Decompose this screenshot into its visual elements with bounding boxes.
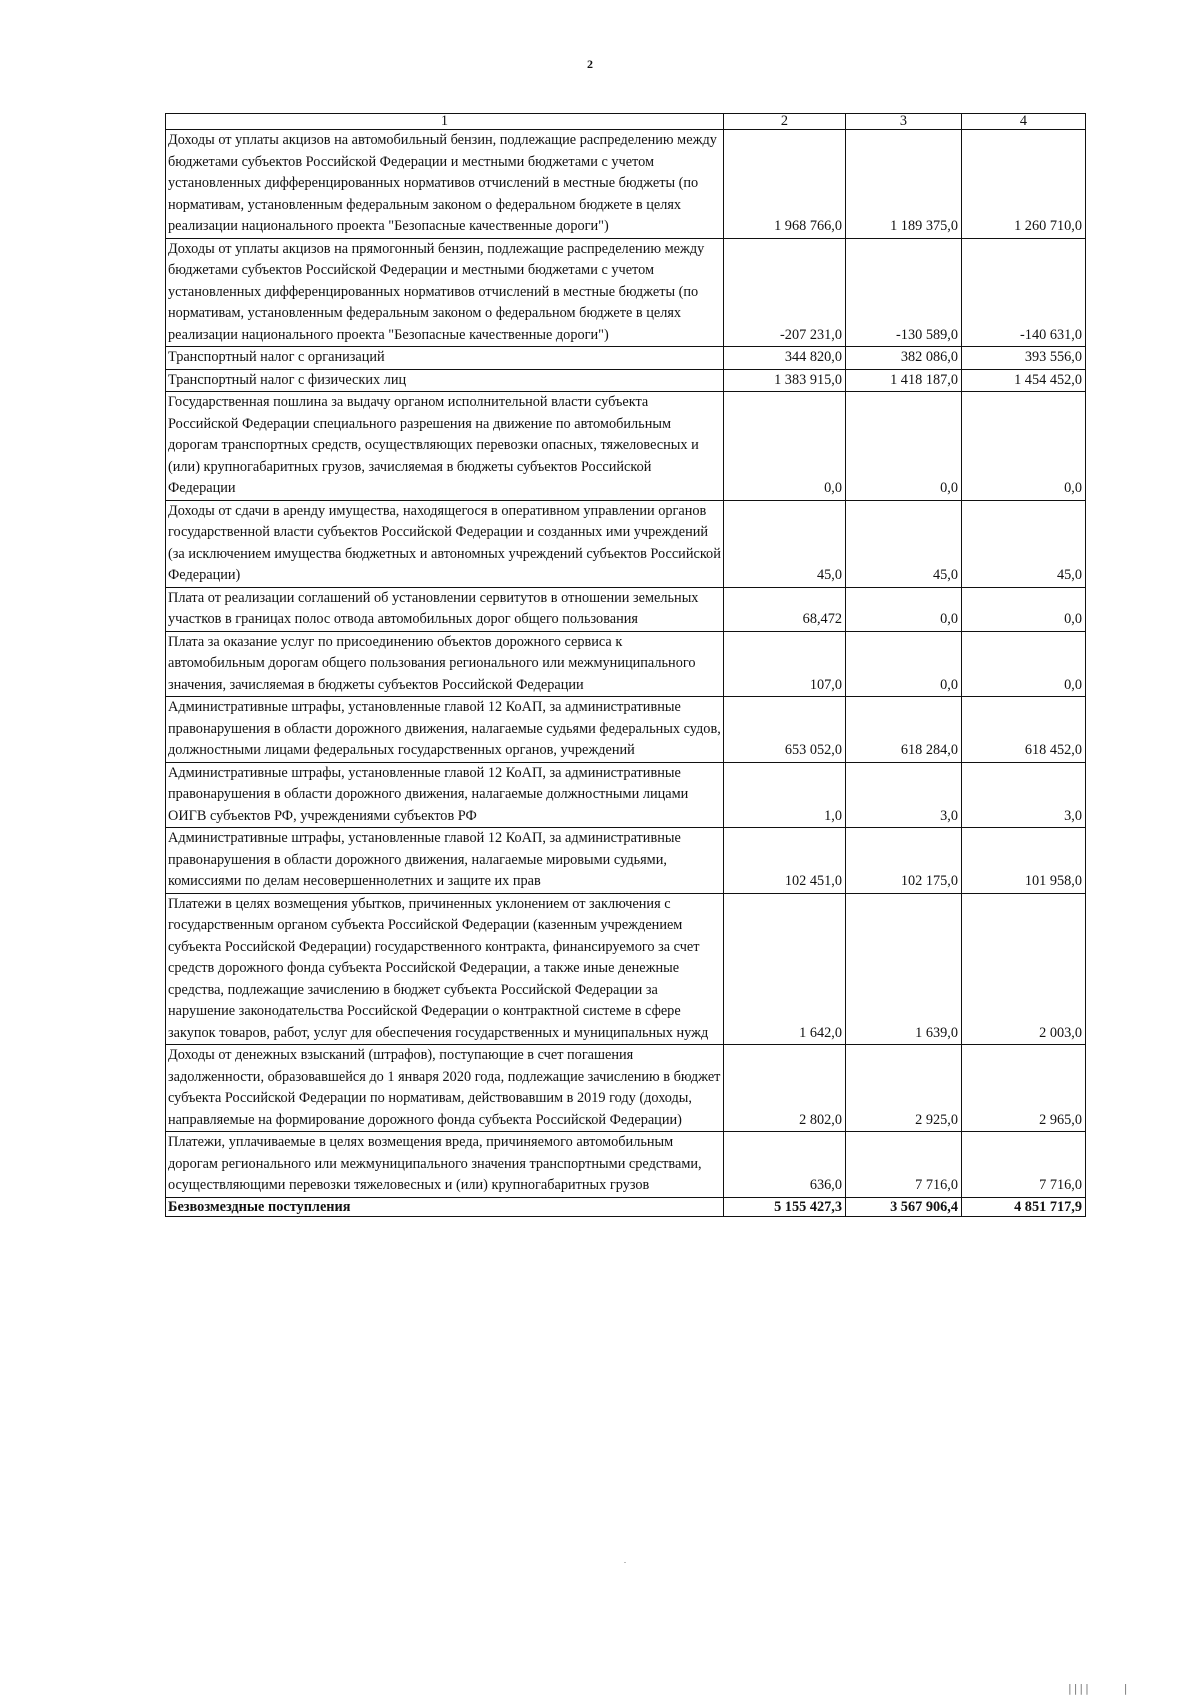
value-col-4: 2 965,0 (962, 1045, 1086, 1132)
row-description: Плата за оказание услуг по присоединению объектов дорожного сервиса к автомобильным дорогам общего пользования регионального или межмуниципального значения, зачисляемая в бюджеты субъектов Российской Федерации (166, 631, 724, 697)
value-col-2: 636,0 (724, 1132, 846, 1198)
page-number: 2 (587, 57, 593, 71)
value-col-4: 101 958,0 (962, 828, 1086, 894)
scan-artifact (624, 1562, 626, 1563)
value-col-3: 1 189 375,0 (846, 130, 962, 239)
value-col-4: 0,0 (962, 587, 1086, 631)
table-row (166, 1132, 1086, 1198)
table-row (166, 130, 1086, 239)
scan-edge-marks: |||| | (1068, 1682, 1130, 1695)
value-col-4: -140 631,0 (962, 238, 1086, 347)
value-col-2: 45,0 (724, 500, 846, 587)
value-col-2: 1 642,0 (724, 893, 846, 1045)
table-row (166, 238, 1086, 347)
total-row (166, 1197, 1086, 1216)
row-description: Доходы от уплаты акцизов на прямогонный бензин, подлежащие распределению между бюджетами субъектов Российской Федерации и местными бюджетами с учетом установленных дифференцированных нормативов отчислений в местные бюджеты (по нормативам, установленным федеральным законом о федеральном бюджете в целях реализации национального проекта "Безопасные качественные дороги") (166, 238, 724, 347)
value-col-3: 618 284,0 (846, 697, 962, 763)
row-description: Административные штрафы, установленные главой 12 КоАП, за административные правонарушения в области дорожного движения, налагаемые мировыми судьями, комиссиями по делам несовершеннолетних и защите их прав (166, 828, 724, 894)
table-header-row (166, 114, 1086, 130)
row-description: Транспортный налог с физических лиц (166, 369, 724, 392)
value-col-3: 0,0 (846, 631, 962, 697)
value-col-2: 2 802,0 (724, 1045, 846, 1132)
value-col-3: 382 086,0 (846, 347, 962, 370)
table-row (166, 347, 1086, 370)
value-col-3: 1 639,0 (846, 893, 962, 1045)
value-col-2: 107,0 (724, 631, 846, 697)
table-row (166, 697, 1086, 763)
value-col-3: 45,0 (846, 500, 962, 587)
row-description: Платежи в целях возмещения убытков, причиненных уклонением от заключения с государственным органом субъекта Российской Федерации (казенным учреждением субъекта Российской Федерации) государственного контракта, финансируемого за счет средств дорожного фонда субъекта Российской Федерации, а также иные денежные средства, подлежащие зачислению в бюджет субъекта Российской Федерации за нарушение законодательства Российской Федерации о контрактной системе в сфере закупок товаров, работ, услуг для обеспечения государственных и муниципальных нужд (166, 893, 724, 1045)
value-col-2: 1 968 766,0 (724, 130, 846, 239)
value-col-4: 0,0 (962, 392, 1086, 501)
value-col-4: 4 851 717,9 (962, 1197, 1086, 1216)
value-col-3: 1 418 187,0 (846, 369, 962, 392)
value-col-2: 1 383 915,0 (724, 369, 846, 392)
value-col-3: 3,0 (846, 762, 962, 828)
value-col-4: 3,0 (962, 762, 1086, 828)
value-col-4: 45,0 (962, 500, 1086, 587)
value-col-2: 102 451,0 (724, 828, 846, 894)
value-col-4: 7 716,0 (962, 1132, 1086, 1198)
table-row (166, 762, 1086, 828)
row-description: Доходы от денежных взысканий (штрафов), поступающие в счет погашения задолженности, образовавшейся до 1 января 2020 года, подлежащие зачислению в бюджет субъекта Российской Федерации по нормативам, действовавшим в 2019 году (доходы, направляемые на формирование дорожного фонда субъекта Российской Федерации) (166, 1045, 724, 1132)
value-col-2: 344 820,0 (724, 347, 846, 370)
row-description: Доходы от сдачи в аренду имущества, находящегося в оперативном управлении органов государственной власти субъектов Российской Федерации и созданных ими учреждений (за исключением имущества бюджетных и автономных учреждений субъектов Российской Федерации) (166, 500, 724, 587)
value-col-4: 2 003,0 (962, 893, 1086, 1045)
row-description: Доходы от уплаты акцизов на автомобильный бензин, подлежащие распределению между бюджетами субъектов Российской Федерации и местными бюджетами с учетом установленных дифференцированных нормативов отчислений в местные бюджеты (по нормативам, установленным федеральным законом о федеральном бюджете в целях реализации национального проекта "Безопасные качественные дороги") (166, 130, 724, 239)
value-col-4: 618 452,0 (962, 697, 1086, 763)
row-description: Административные штрафы, установленные главой 12 КоАП, за административные правонарушения в области дорожного движения, налагаемые судьями федеральных судов, должностными лицами федеральных государственных органов, учреждений (166, 697, 724, 763)
table-row (166, 893, 1086, 1045)
row-description: Транспортный налог с организаций (166, 347, 724, 370)
value-col-3: 2 925,0 (846, 1045, 962, 1132)
row-description: Плата от реализации соглашений об установлении сервитутов в отношении земельных участков в границах полос отвода автомобильных дорог общего пользования (166, 587, 724, 631)
value-col-4: 0,0 (962, 631, 1086, 697)
value-col-3: 0,0 (846, 392, 962, 501)
column-header-1: 1 (166, 114, 724, 130)
table-row (166, 631, 1086, 697)
table-row (166, 369, 1086, 392)
table-row (166, 828, 1086, 894)
value-col-4: 1 260 710,0 (962, 130, 1086, 239)
table-row (166, 392, 1086, 501)
row-description: Безвозмездные поступления (166, 1197, 724, 1216)
table-row (166, 1045, 1086, 1132)
table-row (166, 587, 1086, 631)
column-header-4: 4 (962, 114, 1086, 130)
value-col-4: 393 556,0 (962, 347, 1086, 370)
value-col-3: 3 567 906,4 (846, 1197, 962, 1216)
table-row (166, 500, 1086, 587)
value-col-2: 5 155 427,3 (724, 1197, 846, 1216)
value-col-2: 1,0 (724, 762, 846, 828)
column-header-2: 2 (724, 114, 846, 130)
value-col-3: 0,0 (846, 587, 962, 631)
value-col-2: 68,472 (724, 587, 846, 631)
row-description: Административные штрафы, установленные главой 12 КоАП, за административные правонарушения в области дорожного движения, налагаемые должностными лицами ОИГВ субъектов РФ, учреждениями субъектов РФ (166, 762, 724, 828)
value-col-3: -130 589,0 (846, 238, 962, 347)
value-col-3: 102 175,0 (846, 828, 962, 894)
value-col-2: 0,0 (724, 392, 846, 501)
value-col-3: 7 716,0 (846, 1132, 962, 1198)
value-col-2: -207 231,0 (724, 238, 846, 347)
value-col-2: 653 052,0 (724, 697, 846, 763)
row-description: Государственная пошлина за выдачу органом исполнительной власти субъекта Российской Федерации специального разрешения на движение по автомобильным дорогам транспортных средств, осуществляющих перевозки опасных, тяжеловесных и (или) крупногабаритных грузов, зачисляемая в бюджеты субъектов Российской Федерации (166, 392, 724, 501)
row-description: Платежи, уплачиваемые в целях возмещения вреда, причиняемого автомобильным дорогам регионального или межмуниципального значения транспортными средствами, осуществляющими перевозки тяжеловесных и (или) крупногабаритных грузов (166, 1132, 724, 1198)
budget-revenue-table (165, 113, 1086, 1217)
column-header-3: 3 (846, 114, 962, 130)
value-col-4: 1 454 452,0 (962, 369, 1086, 392)
